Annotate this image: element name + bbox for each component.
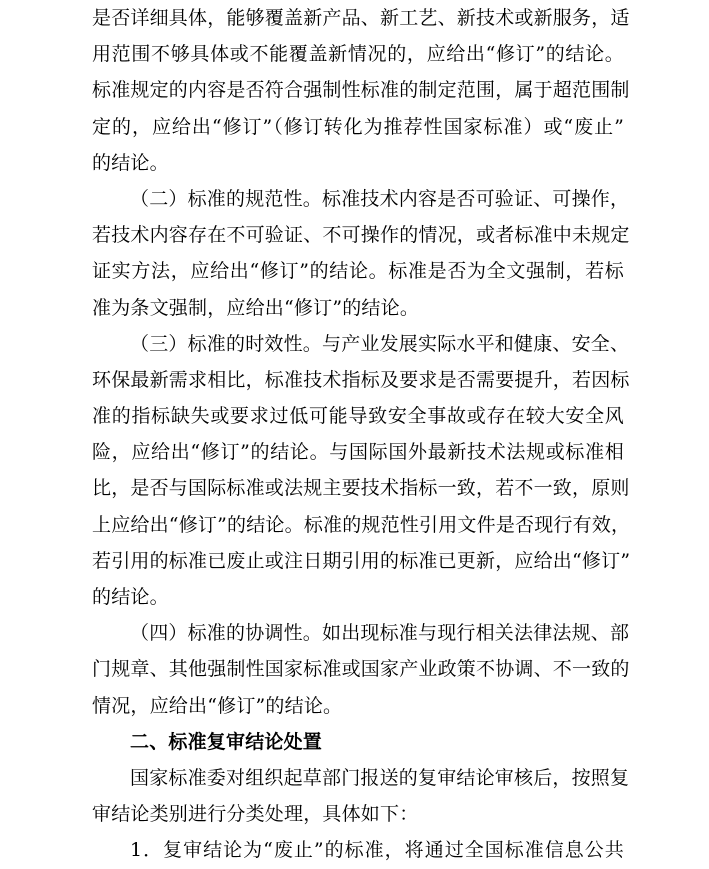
text-line: 环保最新需求相比，标准技术指标及要求是否需要提升，若因标 <box>92 368 630 391</box>
text-line: （二）标准的规范性。标准技术内容是否可验证、可操作， <box>130 187 630 210</box>
text-line: 准的指标缺失或要求过低可能导致安全事故或存在较大安全风 <box>92 405 624 428</box>
text-line: 险，应给出“修订”的结论。与国际国外最新技术法规或标准相 <box>92 441 624 464</box>
text-line: 用范围不够具体或不能覆盖新情况的，应给出“修订”的结论。 <box>92 43 624 66</box>
paragraph-coordination <box>92 615 630 724</box>
text-line: 若技术内容存在不可验证、不可操作的情况，或者标准中未规定 <box>92 224 630 247</box>
text-line: （四）标准的协调性。如出现标准与现行相关法律法规、部 <box>130 622 630 645</box>
text-line: 标准规定的内容是否符合强制性标准的制定范围，属于超范围制 <box>92 79 630 102</box>
paragraph-normativity <box>92 181 630 326</box>
section-heading-text: 二、标准复审结论处置 <box>130 730 323 753</box>
text-line: 1．复审结论为“废止”的标准，将通过全国标准信息公共 <box>130 839 624 862</box>
text-line: 准为条文强制，应给出“修订”的结论。 <box>92 296 420 319</box>
paragraph-disposition <box>92 760 630 832</box>
text-line: 比，是否与国际标准或法规主要技术指标一致，若不一致，原则 <box>92 477 630 500</box>
document-page <box>92 0 631 869</box>
text-line: 情况，应给出“修订”的结论。 <box>92 694 343 717</box>
section-heading <box>92 724 624 760</box>
paragraph-scope <box>92 0 630 181</box>
text-line: 的结论。 <box>92 151 169 174</box>
paragraph-timeliness <box>92 326 631 616</box>
paragraph-item-1 <box>92 832 624 868</box>
text-line: 的结论。 <box>92 586 169 608</box>
text-line: 审结论类别进行分类处理，具体如下： <box>92 803 419 826</box>
text-line: 国家标准委对组织起草部门报送的复审结论审核后，按照复 <box>130 766 630 789</box>
text-line: 上应给出“修订”的结论。标准的规范性引用文件是否现行有效， <box>92 513 631 536</box>
text-line: 定的，应给出“修订”（修订转化为推荐性国家标准）或“废止” <box>92 115 624 138</box>
text-line: 门规章、其他强制性国家标准或国家产业政策不协调、不一致的 <box>92 658 630 681</box>
text-line: （三）标准的时效性。与产业发展实际水平和健康、安全、 <box>130 332 630 355</box>
text-line: 若引用的标准已废止或注日期引用的标准已更新，应给出“修订” <box>92 549 631 572</box>
text-line: 证实方法，应给出“修订”的结论。标准是否为全文强制，若标 <box>92 260 624 283</box>
text-line: 是否详细具体，能够覆盖新产品、新工艺、新技术或新服务，适 <box>92 7 630 29</box>
